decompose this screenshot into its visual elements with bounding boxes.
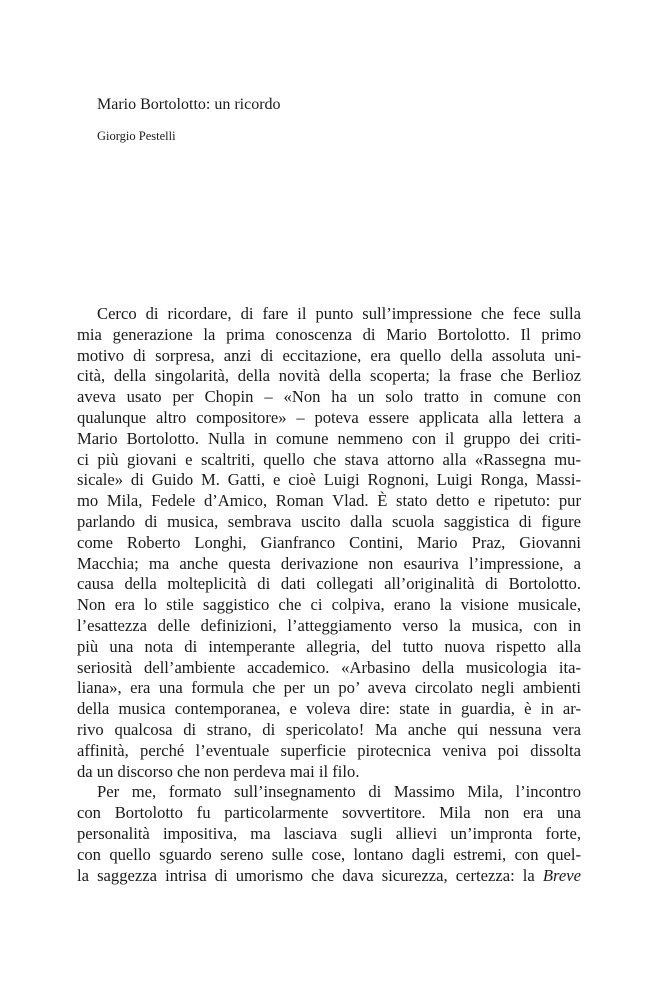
text-line: mo Mila, Fedele d’Amico, Roman Vlad. È stato detto e ripetuto: pur (77, 491, 581, 511)
text-line: Cerco di ricordare, di fare il punto sull’impressione che fece sulla (97, 304, 581, 323)
text-line: da un discorso che non perdeva mai il filo. (77, 761, 360, 781)
text-line: come Roberto Longhi, Gianfranco Contini, Mario Praz, Giovanni (77, 532, 581, 552)
text-line: con quello sguardo sereno sulle cose, lontano dagli estremi, con quel- (77, 844, 581, 864)
text-line: causa della molteplicità di dati collegati all’originalità di Bortolotto. (77, 574, 581, 594)
text-line: con Bortolotto fu particolarmente sovvertitore. Mila non era una (77, 803, 581, 823)
text-line: cità, della singolarità, della novità della scoperta; la frase che Berlioz (77, 366, 581, 386)
body-text (77, 304, 581, 886)
text-line: liana», era una formula che per un po’ aveva circolato negli ambienti (77, 678, 581, 698)
author-name: Giorgio Pestelli (97, 129, 176, 143)
text-line: Mario Bortolotto. Nulla in comune nemmeno con il gruppo dei criti- (77, 428, 581, 448)
paragraph-2 (77, 782, 581, 886)
text-line-segment: la saggezza intrisa di umorismo che dava sicurezza, certezza: la (77, 865, 543, 885)
italic-title: Breve (542, 865, 581, 885)
text-line: più una nota di intemperante allegria, del tutto nuova rispetto alla (77, 636, 581, 656)
paragraph-1 (77, 304, 581, 782)
page-title: Mario Bortolotto: un ricordo (97, 96, 281, 113)
text-line: Macchia; ma anche questa derivazione non esauriva l’impressione, a (77, 553, 581, 573)
text-line: motivo di sorpresa, anzi di eccitazione, era quello della assoluta uni- (77, 345, 581, 365)
text-line: l’esattezza delle definizioni, l’atteggiamento verso la musica, con in (77, 615, 581, 635)
text-line: aveva usato per Chopin – «Non ha un solo tratto in comune con (77, 387, 581, 407)
text-line: rivo qualcosa di strano, di spericolato! Ma anche qui nessuna vera (77, 719, 581, 739)
text-line: della musica contemporanea, e voleva dire: state in guardia, è in ar- (77, 699, 581, 719)
text-line: personalità impositiva, ma lasciava sugli allievi un’impronta forte, (77, 823, 581, 843)
text-line (77, 866, 581, 887)
text-line: qualunque altro compositore» – poteva essere applicata alla lettera a (77, 407, 581, 427)
text-line: affinità, perché l’eventuale superficie pirotecnica veniva poi dissolta (77, 740, 581, 760)
text-line: sicale» di Guido M. Gatti, e cioè Luigi Rognoni, Luigi Ronga, Massi- (77, 470, 581, 490)
text-line: mia generazione la prima conoscenza di Mario Bortolotto. Il primo (77, 324, 581, 344)
text-line: seriosità dell’ambiente accademico. «Arbasino della musicologia ita- (77, 657, 581, 677)
text-line: parlando di musica, sembrava uscito dalla scuola saggistica di figure (77, 511, 581, 531)
text-line: Per me, formato sull’insegnamento di Massimo Mila, l’incontro (97, 782, 581, 802)
text-line: ci più giovani e scaltriti, quello che stava attorno alla «Rassegna mu- (77, 449, 581, 469)
text-line: Non era lo stile saggistico che ci colpiva, erano la visione musicale, (77, 595, 581, 615)
